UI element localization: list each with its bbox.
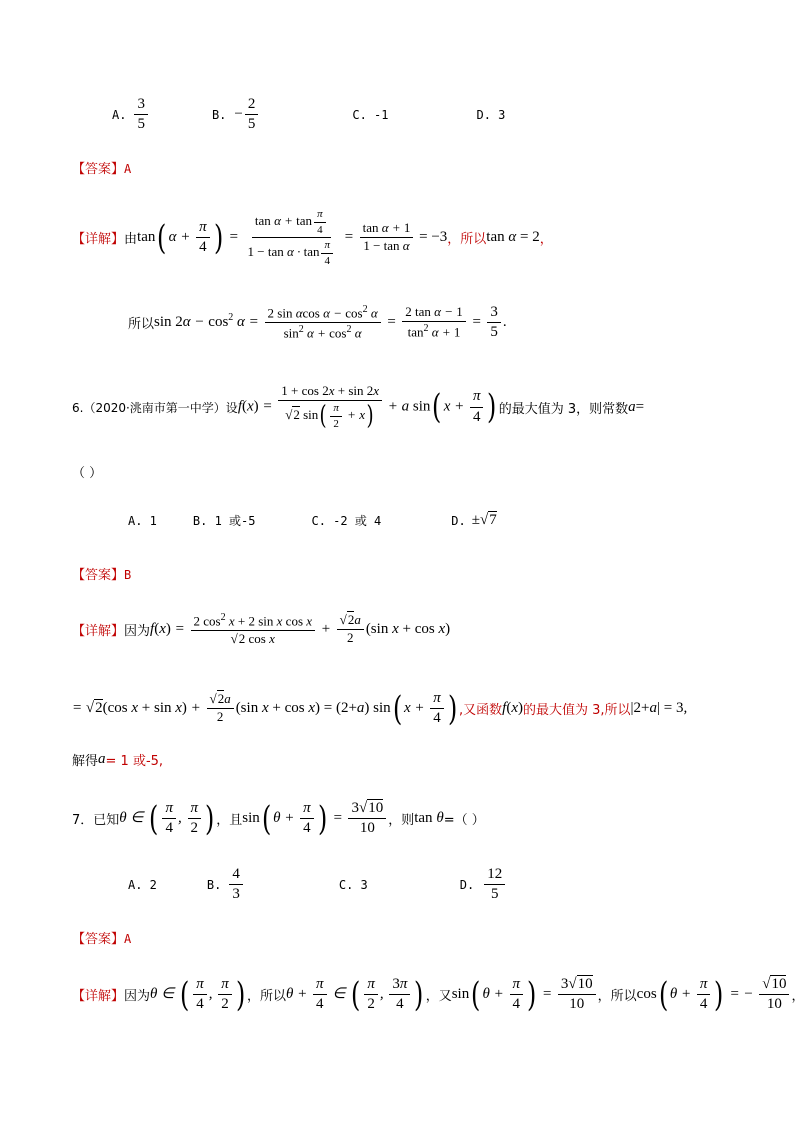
q6-formula-2: = √2(cos x + sin x) + $\frac{√2a}{2}$ (sin x + cos x) = (2+a) sin( x + $\frac{\pi}{4}$ ) — [72, 688, 458, 729]
q7-stem: 7．已知 θ ∈ ( $\frac{\pi}{4}$ , $\frac{\pi}{2}$ ) ，且 sin( θ + $\frac{\pi}{4}$ ) = $\frac{3√10}{10}$ ，则 tan θ =（ ） — [72, 798, 485, 839]
q7-option-b-frac: $\frac{4}{3}$ — [229, 866, 243, 904]
q6-answer — [72, 564, 131, 583]
answer-value: A — [124, 162, 132, 176]
q6-detail-line1: 【详解】 因为 f(x) = $\frac{2 \cos^2 x + 2 \sin x \cos x}{\text{√2 cos x}}$ + $\frac{√2a}{2}$ (sin x + cos x) — [72, 612, 451, 647]
q7-number: 7．已知 — [72, 813, 120, 829]
answer-tag: 【答案】 — [72, 568, 125, 583]
q5-answer — [72, 158, 131, 177]
q7-option-a: A. 2 — [128, 877, 157, 892]
q6-function: f(x) = 1 + cos 2x + sin 2x √2 sin( $\frac{\pi}{2}$ + x) + a sin( x + $\frac{\pi}{4}$ ) — [237, 383, 497, 432]
q6-detail-line2: = √2(cos x + sin x) + $\frac{√2a}{2}$ (sin x + cos x) = (2+a) sin( x + $\frac{\pi}{4}$ ) ,又函数 f(x) 的最大值为 3,所以 |2+a| = 3, — [72, 688, 688, 729]
q7-detail-line1: 【详解】 因为 θ ∈ ( $\frac{\pi}{4}$ , $\frac{\pi}{2}$ ) ，所以 θ + $\frac{\pi}{4}$ ∈ ( $\frac{\pi}{2}$ , $\frac{3\pi}{4}$ ) ，又 sin( θ + $\frac{\pi}{4}$ ) = $\frac{3√10}{10}$ ，所以 cos( θ + $\frac{\pi}{4}$ ) = − $\frac{√10}{10}$ ， — [72, 974, 804, 1015]
q5-option-b-label: B. — [211, 107, 227, 122]
q6-options — [128, 512, 497, 529]
answer-tag: 【答案】 — [72, 932, 125, 947]
q5-option-b-sign: − — [234, 106, 243, 123]
q5-formula-1: tan( α + $\frac{\pi}{4}$ ) = tan α + tan $\frac{\pi}{4}$ 1 − tan α · tan $\frac{\pi}{4}$ = $\frac{\text{tan α + 1}}{\text{1 − tan α}}$ = −3 — [137, 208, 448, 267]
detail-tag: 【详解】 — [72, 989, 125, 1005]
answer-tag: 【答案】 — [72, 162, 125, 177]
q5-detail-line2: 所以 $\sin 2\alpha - \cos^2 \alpha$ = $\frac{2 \sin \alpha\cos \alpha - \cos^2 \alpha}{\sin^2 \alpha + \cos^2 \alpha}$ = $\frac{\text{2 tan α − 1}}{\tan^2 \alpha + 1}$ = $\frac{3}{5}$ . — [128, 304, 507, 341]
q7-option-c: C. 3 — [338, 877, 368, 892]
q5-option-b-frac: $\frac{2}{5}$ — [245, 96, 259, 134]
q6-detail-line3: 解得 a = 1 或-5, — [72, 751, 164, 769]
q6-option-d-label: D. — [451, 513, 466, 528]
detail-tag: 【详解】 — [72, 232, 125, 248]
q6-number: 6.（2020·洮南市第一中学）设 — [72, 400, 238, 415]
q6-option-b: B. 1 或-5 — [192, 514, 256, 528]
q7-given: sin( θ + $\frac{\pi}{4}$ ) = $\frac{3√10}{10}$ — [242, 800, 388, 838]
q6-option-d-value: ±√7 — [471, 512, 497, 528]
q5-option-a-label: A. — [112, 107, 127, 122]
q5-option-d: D. 3 — [476, 107, 506, 122]
detail-tag: 【详解】 — [72, 624, 125, 640]
q6-option-a: A. 1 — [128, 513, 157, 528]
q7-condition: θ ∈ ( $\frac{\pi}{4}$ , $\frac{\pi}{2}$ ) — [119, 798, 215, 839]
q7-options — [128, 866, 507, 904]
q5-option-a-frac: $\frac{3}{5}$ — [134, 96, 148, 134]
q6-formula-1: f(x) = $\frac{2 \cos^2 x + 2 \sin x \cos x}{\text{√2 cos x}}$ + $\frac{√2a}{2}$ (sin x + cos x) — [150, 612, 451, 647]
q5-formula-2: $\sin 2\alpha - \cos^2 \alpha$ = $\frac{2 \sin \alpha\cos \alpha - \cos^2 \alpha}{\sin^2 \alpha + \cos^2 \alpha}$ = $\frac{\text{2 tan α − 1}}{\tan^2 \alpha + 1}$ = $\frac{3}{5}$ . — [154, 304, 507, 341]
q7-option-d-label: D. — [459, 877, 475, 892]
q6-option-c: C. -2 或 4 — [311, 514, 382, 528]
q5-options — [112, 96, 505, 134]
q5-option-c: C. -1 — [352, 107, 389, 122]
answer-value: B — [124, 568, 132, 582]
q7-option-b-label: B. — [206, 877, 222, 892]
answer-value: A — [124, 932, 132, 946]
q7-answer — [72, 928, 131, 947]
q6-blank: （ ） — [72, 466, 103, 481]
q5-detail-line1: 【详解】 由 tan( α + $\frac{\pi}{4}$ ) = tan α + tan $\frac{\pi}{4}$ 1 − tan α · tan $\frac{\pi}{4}$ = $\frac{\text{tan α + 1}}{\text{1 − tan α}}$ = −3 ，所以 tan α = 2 ， — [72, 208, 553, 267]
q6-stem: 6.（2020·洮南市第一中学）设 f(x) = 1 + cos 2x + sin 2x √2 sin( $\frac{\pi}{2}$ + x) + a sin( x + $\frac{\pi}{4}$ ) 的最大值为 3，则常数 a = — [72, 383, 645, 432]
q7-option-d-frac: $\frac{12}{5}$ — [484, 866, 505, 904]
